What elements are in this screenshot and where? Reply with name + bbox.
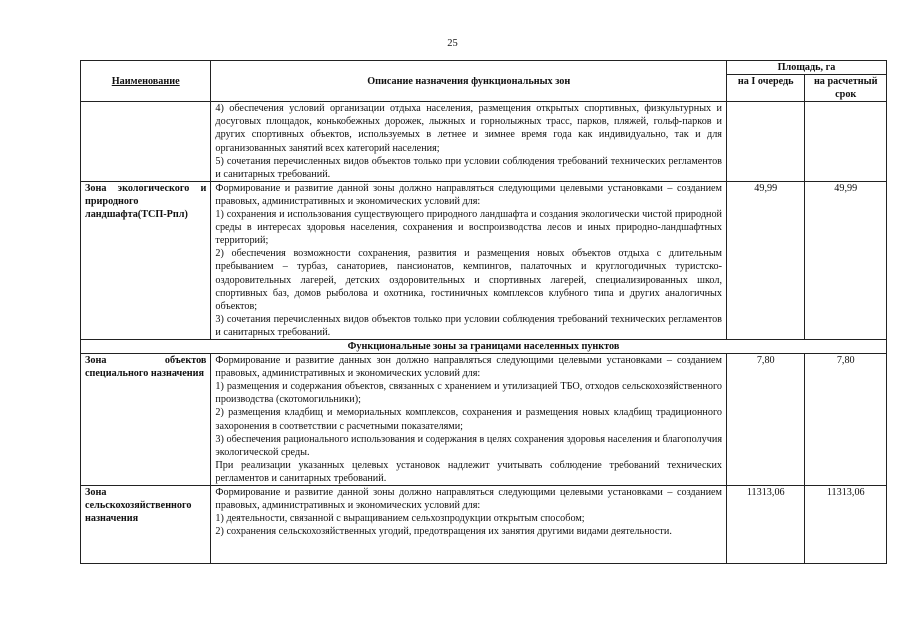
page-number: 25 (447, 38, 458, 49)
table-row (81, 354, 887, 486)
row1-name: Зона экологического и природного ландшафта(ТСП-Рпл) (81, 181, 211, 339)
header-estimated: на расчетный срок (805, 75, 887, 102)
row2-estimated: 7,80 (805, 354, 887, 486)
functional-zones-table (80, 60, 887, 564)
row3-line: Формирование и развитие данной зоны должно направляться следующими целевыми установками – созданием правовых, административных и экономических условий для: (215, 487, 722, 512)
header-name-label: Наименование (111, 75, 180, 87)
row3-line: 1) деятельности, связанной с выращиванием сельхозпродукции открытым способом; (215, 513, 585, 525)
row2-line: 2) размещения кладбищ и мемориальных комплексов, сохранения и размещения новых кладбищ традиционного захоронения в соответствии с расчетными показателями; (215, 407, 722, 432)
row1-line: Формирование и развитие данной зоны должно направляться следующими целевыми установками – созданием правовых, административных и экономических условий для: (215, 182, 722, 207)
row1-line: 2) обеспечения возможности сохранения, развития и размещения новых объектов отдыха с длительным пребыванием – турбаз, санаториев, пансионатов, кемпингов, палаточных и круглогодичных туристско-оздоровительных лагерей, детских оздоровительных и спортивных лагерей, специализированных школ, спортивных баз, домов рыболова и охотника, гостиничных комплексов клубного типа и других аналогичных объектов; (215, 248, 722, 312)
row2-line: 3) обеспечения рационального использования и содержания в целях сохранения здоровья населения и благополучия экологической среды. (215, 433, 722, 458)
row3-first: 11313,06 (727, 486, 805, 564)
header-name (81, 61, 211, 102)
row2-name: Зона объектов специального назначения (81, 354, 211, 486)
row0-description (211, 102, 727, 182)
row0-first (727, 102, 805, 182)
row0-line: 5) сочетания перечисленных видов объектов только при условии соблюдения требований технических регламентов и санитарных требований. (215, 155, 722, 180)
row3-name: Зона сельскохозяйственного назначения (81, 486, 211, 564)
row1-first: 49,99 (727, 181, 805, 339)
section-title: Функциональные зоны за границами населенных пунктов (81, 339, 887, 353)
section-row (81, 339, 887, 353)
header-area: Площадь, га (727, 61, 887, 75)
table-row (81, 102, 887, 182)
row1-line: 3) сочетания перечисленных видов объектов только при условии соблюдения требований технических регламентов и санитарных требований. (215, 313, 722, 338)
row0-line: 4) обеспечения условий организации отдыха населения, размещения открытых спортивных, физкультурных и досуговых площадок, конькобежных дорожек, лыжных и горнолыжных трасс, парков, пляжей, гольф-парков и других спортивных объектов, используемых в летнее и зимнее время года как индивидуально, так и для организованных занятий всех категорий населения; (215, 103, 722, 154)
row2-line: 1) размещения и содержания объектов, связанных с хранением и утилизацией ТБО, отходов сельскохозяйственного производства (скотомогильники); (215, 381, 722, 406)
row3-estimated: 11313,06 (805, 486, 887, 564)
row3-description (211, 486, 727, 564)
row1-estimated: 49,99 (805, 181, 887, 339)
row0-name (81, 102, 211, 182)
header-first-stage: на I очередь (727, 75, 805, 102)
row3-line: 2) сохранения сельскохозяйственных угодий, предотвращения их занятия другими видами деятельности. (215, 526, 672, 538)
table-row (81, 181, 887, 339)
row1-line: 1) сохранения и использования существующего природного ландшафта и создания экологически чистой природной среды в интересах здоровья населения, сохранения и воспроизводства лесов и иных природно-ландшафтных территорий; (215, 209, 722, 247)
row0-estimated (805, 102, 887, 182)
table-row (81, 486, 887, 564)
row2-line: При реализации указанных целевых установок надлежит учитывать соблюдение требований технических регламентов и санитарных требований. (215, 459, 722, 484)
row2-first: 7,80 (727, 354, 805, 486)
row1-description (211, 181, 727, 339)
row2-description (211, 354, 727, 486)
row2-line: Формирование и развитие данных зон должно направляться следующими целевыми установками – созданием правовых, административных и экономических условий для: (215, 355, 722, 380)
header-description: Описание назначения функциональных зон (211, 61, 727, 102)
